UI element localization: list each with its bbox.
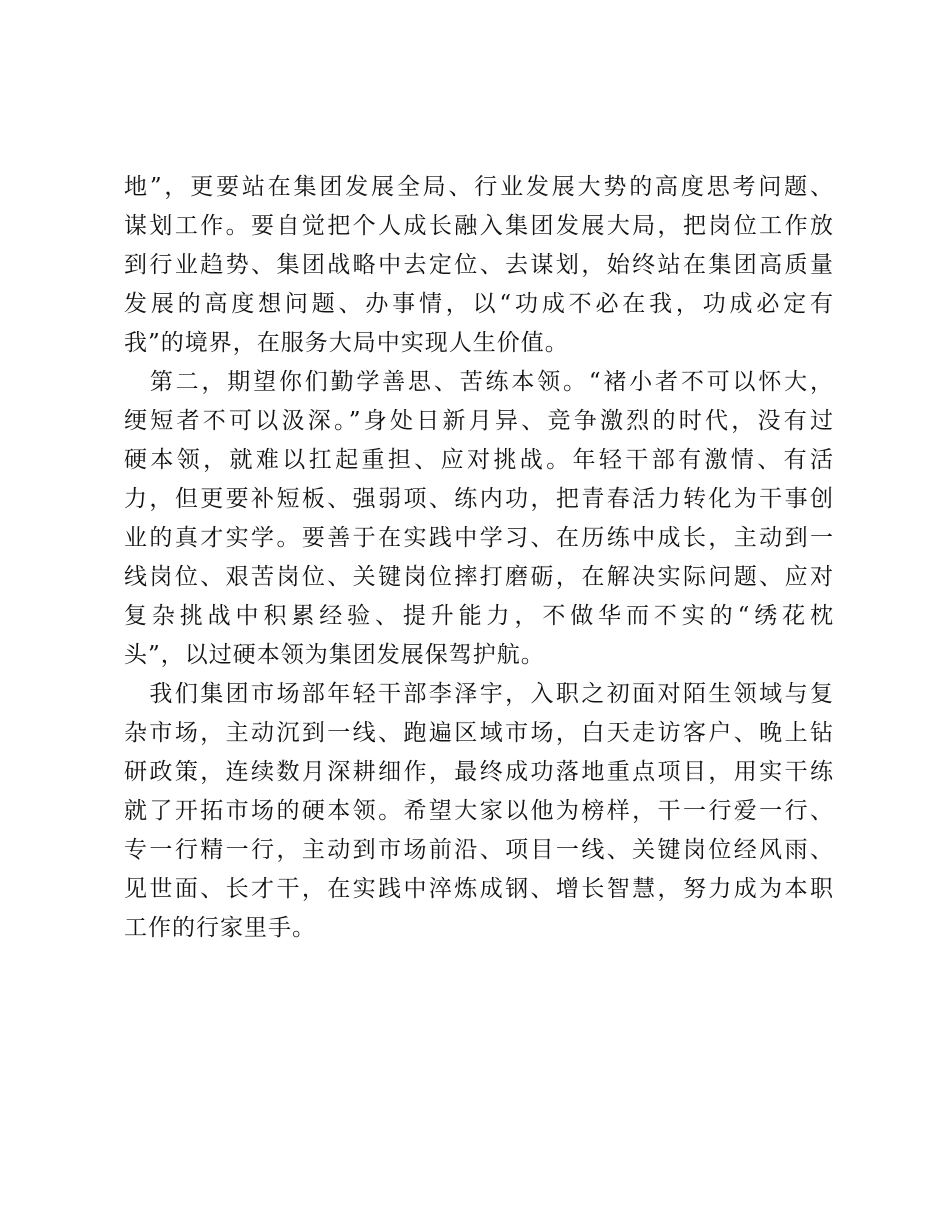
paragraph-2-line-4: 力，但更要补短板、强弱项、练内功，把青春活力转化为干事创 [124,486,834,512]
paragraph-2-line-1: 第二，期望你们勤学善思、苦练本领。“褚小者不可以怀大， [124,369,834,395]
paragraph-2-line-3: 硬本领，就难以扛起重担、应对挑战。年轻干部有激情、有活 [124,447,834,473]
paragraph-2-line-8: 头”，以过硬本领为集团发展保驾护航。 [124,642,545,668]
paragraph-2-line-7: 复杂挑战中积累经验、提升能力，不做华而不实的“绣花枕 [124,603,834,629]
paragraph-2-line-2: 绠短者不可以汲深。”身处日新月异、竞争激烈的时代，没有过 [124,408,834,434]
paragraph-1-line-2: 谋划工作。要自觉把个人成长融入集团发展大局，把岗位工作放 [124,213,834,239]
paragraph-3-line-1: 我们集团市场部年轻干部李泽宇，入职之初面对陌生领域与复 [124,681,834,707]
paragraph-3-line-2: 杂市场，主动沉到一线、跑遍区域市场，白天走访客户、晚上钻 [124,720,834,746]
body-text [124,168,834,948]
paragraph-1-line-1: 地”，更要站在集团发展全局、行业发展大势的高度思考问题、 [124,174,834,200]
paragraph-1-line-3: 到行业趋势、集团战略中去定位、去谋划，始终站在集团高质量 [124,252,834,278]
paragraph-3-line-3: 研政策，连续数月深耕细作，最终成功落地重点项目，用实干练 [124,759,834,785]
paragraph-3-line-5: 专一行精一行，主动到市场前沿、项目一线、关键岗位经风雨、 [124,837,834,863]
paragraph-3-line-7: 工作的行家里手。 [124,915,316,941]
paragraph-2-line-6: 线岗位、艰苦岗位、关键岗位摔打磨砺，在解决实际问题、应对 [124,564,834,590]
paragraph-3-line-4: 就了开拓市场的硬本领。希望大家以他为榜样，干一行爱一行、 [124,798,834,824]
paragraph-1-line-5: 我”的境界，在服务大局中实现人生价值。 [124,330,569,356]
paragraph-3-line-6: 见世面、长才干，在实践中淬炼成钢、增长智慧，努力成为本职 [124,876,834,902]
paragraph-1-line-4: 发展的高度想问题、办事情，以“功成不必在我，功成必定有 [124,291,834,317]
paragraph-2-line-5: 业的真才实学。要善于在实践中学习、在历练中成长，主动到一 [124,525,834,551]
